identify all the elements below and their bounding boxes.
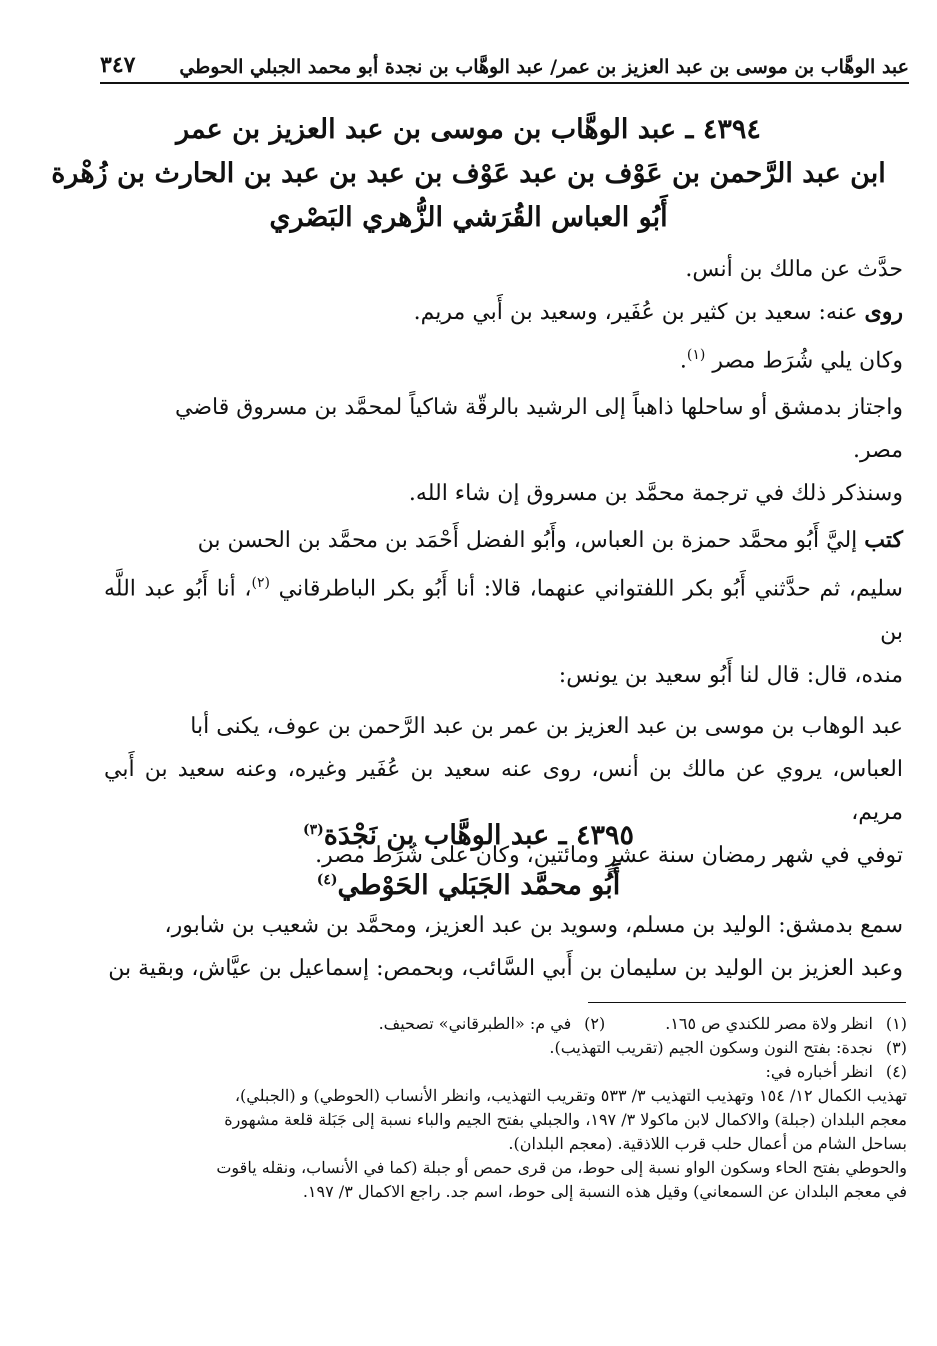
paragraph-narrators [104, 291, 903, 334]
footnote-4-text: انظر أخباره في: [765, 1062, 873, 1081]
footnote-ref-1[interactable]: (١) [686, 347, 706, 363]
keyword-kataba: كتب [864, 527, 903, 554]
entry-4394-title-line-1: ٤٣٩٤ ـ عبد الوهَّاب بن موسى بن عبد العزيز بن عمر [176, 114, 761, 145]
footnote-3-text: نجدة: بفتح النون وسكون الجيم (تقريب التهذيب). [549, 1038, 873, 1057]
paragraph-journey [104, 386, 903, 472]
paragraph-isnad-line-1: إليَّ أَبُو محمَّد حمزة بن العباس، وأَبُو الفضل أَحْمَد بن محمَّد بن الحسن بن [197, 528, 865, 554]
footnote-row-1-2 [104, 1012, 907, 1036]
running-header [100, 44, 909, 84]
entry-4394-title [0, 108, 937, 240]
entry-4395-title-line-2 [0, 858, 937, 908]
footnote-row-3 [104, 1036, 907, 1060]
footnote-1-text: انظر ولاة مصر للكندي ص ١٦٥. [665, 1014, 873, 1033]
paragraph-biography-line-2: العباس، يروي عن مالك بن أنس، روى عنه سعيد بن عُفَير وغيره، وعنه سعيد بن أَبي مريم، [104, 756, 903, 825]
paragraph-isnad-line-2a: سليم، ثم حدَّثني أَبُو بكر اللفتواني عنهما، قالا: أنا أَبُو بكر الباطرقاني [278, 576, 903, 602]
footnote-2-number: (٢) [584, 1014, 606, 1033]
paragraph-office-text: وكان يلي شُرَط مصر [712, 348, 903, 374]
paragraph-office-end: . [679, 348, 687, 374]
footnotes [104, 1012, 907, 1204]
paragraph-isnad-line-2b: ، أنا أَبُو عبد اللَّه بن [104, 576, 903, 645]
footnote-4-line-2: معجم البلدان (جبلة) والاكمال لابن ماكولا ٣/ ١٩٧، والجبلي بفتح الجيم والباء نسبة إلى جَبَلة قلعة مشهورة [224, 1110, 907, 1129]
footnote-3-number: (٣) [885, 1038, 907, 1057]
entry-4395-title-line-1-text: ٤٣٩٥ ـ عبد الوهَّاب بن نَجْدَة [323, 820, 635, 851]
footnote-separator [588, 1002, 906, 1003]
paragraph-biography-line-1: عبد الوهاب بن موسى بن عبد العزيز بن عمر بن عبد الرَّحمن بن عوف، يكنى أبا [190, 713, 903, 739]
paragraph-isnad [104, 519, 903, 696]
paragraph-biography-line-3: توفي في شهر رمضان سنة عشرٍ ومائتين، وكان على شُرَط مصر. [315, 842, 903, 868]
footnote-1-number: (١) [885, 1014, 907, 1033]
paragraph-isnad-line-3: منده، قال: قال لنا أَبُو سعيد بن يونس: [558, 662, 903, 688]
paragraph-teachers [104, 904, 903, 990]
footnote-4-line-4: والحوطي بفتح الحاء وسكون الواو نسبة إلى حوط، من قرى حمص أو جبلة (كما في الأنساب، ونقله ياقوت [216, 1158, 907, 1177]
paragraph-narrators-text: عنه: سعيد بن كثير بن عُفَير، وسعيد بن أَبي مريم. [413, 300, 865, 325]
paragraph-journey-line-2: مصر. [853, 438, 903, 464]
paragraph-teachers-line-1: سمع بدمشق: الوليد بن مسلم، وسويد بن عبد العزيز، ومحمَّد بن شعيب بن شابور، [164, 913, 903, 938]
footnote-row-4 [104, 1060, 907, 1084]
paragraph-narrated: حدَّث عن مالك بن أنس. [685, 257, 903, 282]
running-title: عبد الوهَّاب بن موسى بن عبد العزيز بن عمر/ عبد الوهَّاب بن نجدة أبو محمد الجبلي الحوطي [179, 56, 909, 78]
footnote-ref-4[interactable]: (٤) [316, 872, 338, 888]
paragraph-journey-line-1: واجتاز بدمشق أو ساحلها ذاهباً إلى الرشيد بالرقّة شاكياً لمحمَّد بن مسروق قاضي [175, 395, 903, 421]
entry-4395-title-line-1 [0, 808, 937, 858]
paragraph-later-mention: وسنذكر ذلك في ترجمة محمَّد بن مسروق إن شاء الله. [408, 481, 903, 507]
footnote-ref-2[interactable]: (٢) [251, 575, 270, 592]
entry-4395-title [0, 808, 937, 908]
paragraph-teachers-line-2: وعبد العزيز بن الوليد بن سليمان بن أَبي السَّائب، وبحمص: إسماعيل بن عيَّاش، وبقية بن [108, 956, 903, 981]
entry-4394-title-line-3: أَبُو العباس القُرَشي الزُّهري البَصْري [269, 202, 668, 233]
footnote-4-line-3: بساحل الشام من أعمال حلب قرب اللاذقية. (معجم البلدان). [508, 1134, 907, 1153]
footnote-4-line-5: في معجم البلدان عن السمعاني) وقيل هذه النسبة إلى حوط، اسم جد. راجع الاكمال ٣/ ١٩٧. [302, 1182, 907, 1201]
footnote-ref-3[interactable]: (٣) [302, 822, 324, 838]
entry-4395-title-line-2-text: أَبُو محمَّد الجَبَلي الحَوْطي [337, 870, 621, 901]
footnote-4-number: (٤) [885, 1062, 907, 1081]
keyword-rawa: روى [864, 299, 903, 325]
page-number: ٣٤٧ [100, 52, 136, 78]
footnote-2-text: في م: «الطبرقاني» تصحيف. [378, 1014, 572, 1033]
entry-4394-title-line-2: ابن عبد الرَّحمن بن عَوْف بن عبد عَوْف بن عبد بن عبد بن الحارث بن زُهْرة [51, 158, 886, 189]
entry-4394-body [104, 248, 903, 877]
entry-4395-body [104, 904, 903, 990]
paragraph-office [104, 334, 903, 382]
footnote-4-line-1: تهذيب الكمال ١٢/ ١٥٤ وتهذيب التهذيب ٣/ ٥٣٣ وتقريب التهذيب، وانظر الأنساب (الحوطي) و (الجبلي)، [234, 1086, 907, 1105]
